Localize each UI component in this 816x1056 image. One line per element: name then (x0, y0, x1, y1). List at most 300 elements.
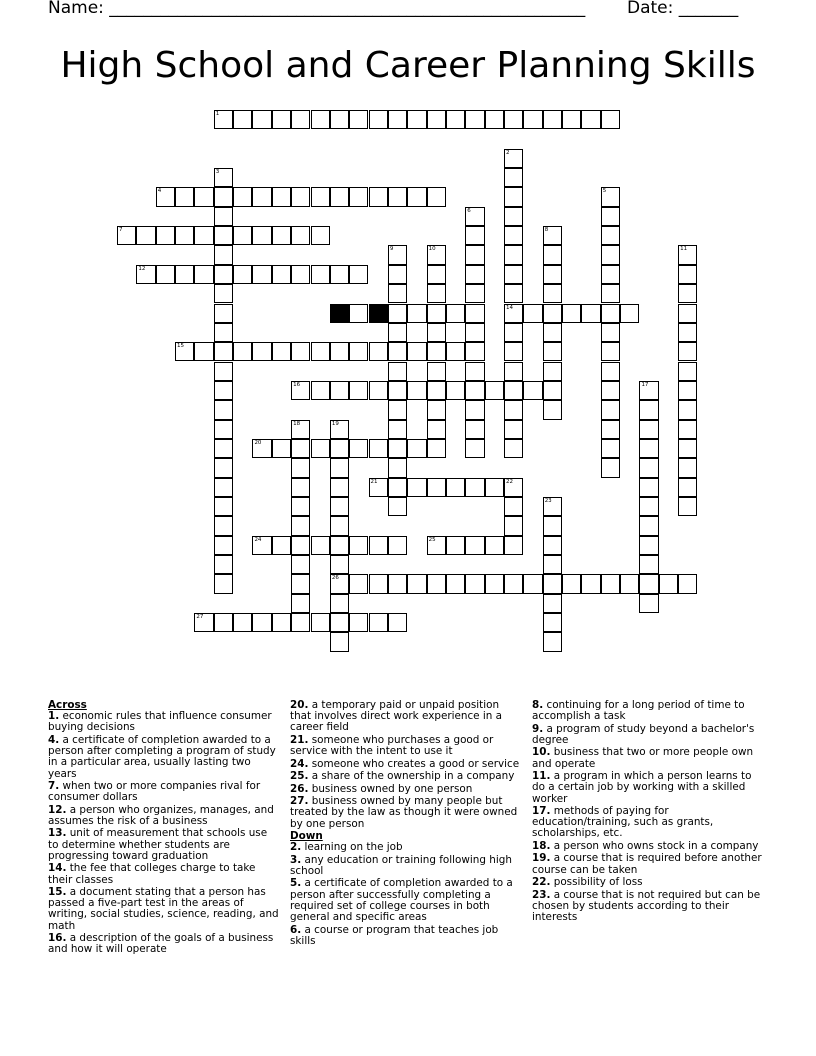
grid-cell[interactable] (543, 323, 562, 342)
grid-cell[interactable] (349, 304, 368, 323)
grid-cell[interactable] (427, 304, 446, 323)
grid-cell[interactable] (291, 381, 310, 400)
grid-cell[interactable] (214, 342, 233, 361)
grid-cell[interactable] (330, 439, 349, 458)
grid-cell[interactable] (291, 594, 310, 613)
grid-cell[interactable] (388, 497, 407, 516)
grid-cell[interactable] (214, 362, 233, 381)
grid-cell[interactable] (465, 536, 484, 555)
grid-cell[interactable] (388, 323, 407, 342)
grid-cell[interactable] (427, 439, 446, 458)
grid-cell[interactable] (485, 478, 504, 497)
grid-cell[interactable] (639, 381, 658, 400)
grid-cell[interactable] (504, 284, 523, 303)
grid-cell[interactable] (678, 245, 697, 264)
grid-cell[interactable] (504, 381, 523, 400)
grid-cell[interactable] (369, 187, 388, 206)
grid-cell[interactable] (427, 574, 446, 593)
grid-cell[interactable] (291, 342, 310, 361)
grid-cell[interactable] (465, 110, 484, 129)
grid-cell[interactable] (330, 574, 349, 593)
grid-cell[interactable] (659, 574, 678, 593)
grid-cell[interactable] (272, 613, 291, 632)
grid-cell[interactable] (330, 458, 349, 477)
grid-cell[interactable] (388, 420, 407, 439)
grid-cell[interactable] (407, 574, 426, 593)
grid-cell[interactable] (678, 574, 697, 593)
grid-cell[interactable] (330, 110, 349, 129)
grid-cell[interactable] (407, 478, 426, 497)
grid-cell[interactable] (388, 284, 407, 303)
grid-cell[interactable] (388, 458, 407, 477)
grid-cell[interactable] (330, 613, 349, 632)
grid-cell[interactable] (543, 265, 562, 284)
grid-cell[interactable] (330, 555, 349, 574)
grid-cell[interactable] (252, 226, 271, 245)
grid-cell[interactable] (504, 168, 523, 187)
grid-cell[interactable] (601, 284, 620, 303)
grid-cell[interactable] (214, 478, 233, 497)
grid-cell[interactable] (543, 613, 562, 632)
grid-cell[interactable] (175, 342, 194, 361)
grid-cell[interactable] (349, 439, 368, 458)
grid-cell[interactable] (504, 516, 523, 535)
grid-cell[interactable] (349, 110, 368, 129)
grid-cell[interactable] (214, 574, 233, 593)
grid-cell[interactable] (446, 342, 465, 361)
grid-cell[interactable] (194, 613, 213, 632)
grid-cell[interactable] (446, 536, 465, 555)
grid-cell[interactable] (330, 187, 349, 206)
grid-cell[interactable] (407, 187, 426, 206)
grid-cell[interactable] (291, 516, 310, 535)
grid-cell[interactable] (581, 574, 600, 593)
grid-cell[interactable] (369, 613, 388, 632)
grid-cell[interactable] (330, 536, 349, 555)
grid-cell[interactable] (678, 323, 697, 342)
date-field[interactable]: Date: _______ (627, 0, 739, 18)
grid-cell[interactable] (388, 187, 407, 206)
grid-cell[interactable] (407, 439, 426, 458)
grid-cell[interactable] (194, 226, 213, 245)
grid-cell[interactable] (311, 381, 330, 400)
grid-cell[interactable] (330, 516, 349, 535)
grid-cell[interactable] (485, 110, 504, 129)
grid-cell[interactable] (291, 187, 310, 206)
down-clue: 11. a program in which a person learns to do a certain job by working with a skilled worker (532, 770, 752, 805)
grid-cell[interactable] (446, 110, 465, 129)
grid-cell[interactable] (233, 265, 252, 284)
grid-cell[interactable] (369, 478, 388, 497)
grid-cell[interactable] (349, 574, 368, 593)
grid-cell[interactable] (252, 110, 271, 129)
grid-cell[interactable] (504, 245, 523, 264)
grid-cell[interactable] (252, 342, 271, 361)
grid-cell[interactable] (427, 245, 446, 264)
grid-cell[interactable] (427, 342, 446, 361)
grid-cell[interactable] (349, 536, 368, 555)
grid-cell[interactable] (214, 516, 233, 535)
grid-cell[interactable] (388, 439, 407, 458)
grid-cell[interactable] (639, 555, 658, 574)
grid-cell[interactable] (427, 362, 446, 381)
grid-cell[interactable] (214, 381, 233, 400)
grid-cell[interactable] (349, 381, 368, 400)
grid-cell[interactable] (214, 207, 233, 226)
grid-cell[interactable] (291, 555, 310, 574)
grid-cell[interactable] (465, 304, 484, 323)
grid-cell[interactable] (427, 381, 446, 400)
grid-cell[interactable] (214, 284, 233, 303)
grid-cell[interactable] (543, 400, 562, 419)
grid-cell[interactable] (214, 613, 233, 632)
grid-cell[interactable] (523, 381, 542, 400)
grid-cell[interactable] (562, 110, 581, 129)
grid-cell[interactable] (504, 478, 523, 497)
grid-cell[interactable] (272, 536, 291, 555)
grid-cell[interactable] (272, 226, 291, 245)
grid-cell[interactable] (678, 497, 697, 516)
grid-cell[interactable] (214, 323, 233, 342)
grid-cell[interactable] (581, 304, 600, 323)
grid-cell[interactable] (175, 226, 194, 245)
grid-cell[interactable] (639, 516, 658, 535)
grid-cell[interactable] (407, 381, 426, 400)
grid-cell[interactable] (388, 110, 407, 129)
grid-cell[interactable] (272, 110, 291, 129)
grid-cell[interactable] (465, 400, 484, 419)
grid-cell[interactable] (427, 187, 446, 206)
grid-cell[interactable] (427, 323, 446, 342)
grid-cell[interactable] (214, 110, 233, 129)
grid-cell[interactable] (465, 420, 484, 439)
grid-cell[interactable] (601, 304, 620, 323)
grid-cell[interactable] (465, 265, 484, 284)
grid-cell[interactable] (311, 342, 330, 361)
grid-cell[interactable] (407, 342, 426, 361)
grid-cell[interactable] (349, 265, 368, 284)
grid-cell[interactable] (407, 304, 426, 323)
grid-cell[interactable] (233, 110, 252, 129)
grid-cell[interactable] (504, 536, 523, 555)
grid-cell[interactable] (465, 574, 484, 593)
grid-cell[interactable] (252, 439, 271, 458)
grid-cell[interactable] (214, 168, 233, 187)
clue-column-2 (290, 700, 522, 948)
grid-cell[interactable] (543, 594, 562, 613)
grid-cell[interactable] (194, 187, 213, 206)
grid-cell[interactable] (465, 245, 484, 264)
grid-cell[interactable] (543, 516, 562, 535)
grid-cell[interactable] (407, 110, 426, 129)
grid-cell[interactable] (427, 110, 446, 129)
grid-cell[interactable] (639, 497, 658, 516)
grid-cell[interactable] (291, 613, 310, 632)
grid-cell[interactable] (311, 187, 330, 206)
grid-cell[interactable] (388, 381, 407, 400)
grid-cell[interactable] (504, 323, 523, 342)
grid-cell[interactable] (601, 420, 620, 439)
grid-cell[interactable] (601, 110, 620, 129)
grid-cell[interactable] (504, 265, 523, 284)
grid-cell[interactable] (601, 245, 620, 264)
grid-cell[interactable] (388, 574, 407, 593)
grid-cell[interactable] (601, 574, 620, 593)
grid-cell[interactable] (214, 439, 233, 458)
grid-cell[interactable] (639, 536, 658, 555)
grid-cell[interactable] (291, 574, 310, 593)
grid-cell[interactable] (330, 632, 349, 651)
grid-cell[interactable] (639, 400, 658, 419)
grid-cell[interactable] (523, 110, 542, 129)
grid-cell[interactable] (427, 420, 446, 439)
grid-cell[interactable] (291, 110, 310, 129)
grid-cell[interactable] (311, 265, 330, 284)
grid-cell[interactable] (214, 304, 233, 323)
grid-cell[interactable] (543, 304, 562, 323)
grid-cell[interactable] (562, 304, 581, 323)
grid-cell[interactable] (601, 342, 620, 361)
grid-cell[interactable] (136, 226, 155, 245)
grid-cell[interactable] (543, 342, 562, 361)
grid-cell[interactable] (601, 265, 620, 284)
grid-cell[interactable] (214, 458, 233, 477)
grid-cell[interactable] (601, 207, 620, 226)
grid-cell[interactable] (117, 226, 136, 245)
grid-cell[interactable] (194, 265, 213, 284)
grid-cell[interactable] (504, 149, 523, 168)
grid-cell[interactable] (465, 226, 484, 245)
grid-cell[interactable] (485, 574, 504, 593)
grid-cell[interactable] (543, 381, 562, 400)
grid-cell[interactable] (233, 613, 252, 632)
name-field[interactable]: Name: ________________________________________________________ (48, 0, 586, 18)
grid-cell[interactable] (330, 265, 349, 284)
grid-cell[interactable] (465, 439, 484, 458)
grid-cell[interactable] (272, 265, 291, 284)
grid-cell[interactable] (465, 342, 484, 361)
grid-cell[interactable] (678, 304, 697, 323)
grid-cell[interactable] (427, 265, 446, 284)
grid-cell[interactable] (214, 226, 233, 245)
grid-cell[interactable] (601, 226, 620, 245)
grid-cell[interactable] (678, 362, 697, 381)
grid-cell[interactable] (465, 323, 484, 342)
grid-cell[interactable] (543, 110, 562, 129)
grid-cell[interactable] (504, 420, 523, 439)
grid-cell[interactable] (388, 342, 407, 361)
grid-cell[interactable] (504, 110, 523, 129)
grid-cell[interactable] (349, 613, 368, 632)
grid-cell[interactable] (330, 478, 349, 497)
grid-cell[interactable] (369, 342, 388, 361)
grid-cell[interactable] (523, 574, 542, 593)
grid-cell[interactable] (291, 265, 310, 284)
grid-cell[interactable] (214, 536, 233, 555)
grid-cell[interactable] (446, 304, 465, 323)
grid-cell[interactable] (504, 226, 523, 245)
grid-cell[interactable] (214, 555, 233, 574)
grid-cell[interactable] (349, 342, 368, 361)
grid-cell[interactable] (639, 574, 658, 593)
grid-cell[interactable] (601, 400, 620, 419)
grid-cell[interactable] (214, 400, 233, 419)
grid-cell[interactable] (601, 187, 620, 206)
grid-cell[interactable] (504, 342, 523, 361)
grid-cell[interactable] (291, 536, 310, 555)
grid-cell[interactable] (214, 420, 233, 439)
grid-cell[interactable] (465, 478, 484, 497)
grid-cell[interactable] (311, 536, 330, 555)
grid-cell[interactable] (156, 187, 175, 206)
grid-cell[interactable] (504, 439, 523, 458)
grid-cell[interactable] (601, 439, 620, 458)
grid-cell[interactable] (465, 362, 484, 381)
grid-cell[interactable] (620, 574, 639, 593)
grid-cell[interactable] (620, 304, 639, 323)
grid-cell[interactable] (678, 284, 697, 303)
grid-cell[interactable] (330, 381, 349, 400)
grid-cell[interactable] (639, 439, 658, 458)
grid-cell[interactable] (465, 381, 484, 400)
grid-cell[interactable] (523, 304, 542, 323)
grid-cell[interactable] (543, 362, 562, 381)
grid-cell[interactable] (678, 478, 697, 497)
grid-cell[interactable] (678, 400, 697, 419)
grid-cell[interactable] (194, 342, 213, 361)
grid-cell[interactable] (601, 458, 620, 477)
grid-cell[interactable] (504, 400, 523, 419)
grid-cell[interactable] (427, 536, 446, 555)
grid-cell[interactable] (175, 187, 194, 206)
grid-cell[interactable] (175, 265, 194, 284)
grid-cell[interactable] (291, 497, 310, 516)
grid-cell[interactable] (504, 574, 523, 593)
grid-cell[interactable] (427, 400, 446, 419)
grid-cell[interactable] (291, 226, 310, 245)
grid-cell[interactable] (639, 594, 658, 613)
grid-cell[interactable] (252, 613, 271, 632)
grid-cell[interactable] (311, 613, 330, 632)
grid-cell[interactable] (369, 574, 388, 593)
grid-cell[interactable] (252, 187, 271, 206)
grid-cell[interactable] (504, 187, 523, 206)
grid-cell[interactable] (233, 342, 252, 361)
grid-cell[interactable] (485, 381, 504, 400)
grid-cell[interactable] (214, 497, 233, 516)
grid-cell[interactable] (272, 439, 291, 458)
grid-cell[interactable] (330, 420, 349, 439)
grid-cell[interactable] (678, 439, 697, 458)
grid-cell[interactable] (504, 362, 523, 381)
grid-cell[interactable] (233, 187, 252, 206)
grid-cell[interactable] (678, 458, 697, 477)
grid-cell[interactable] (543, 497, 562, 516)
grid-cell[interactable] (311, 226, 330, 245)
grid-cell[interactable] (504, 304, 523, 323)
grid-cell[interactable] (369, 439, 388, 458)
grid-cell[interactable] (601, 362, 620, 381)
grid-cell[interactable] (601, 323, 620, 342)
grid-cell[interactable] (369, 110, 388, 129)
grid-cell[interactable] (639, 420, 658, 439)
grid-cell[interactable] (543, 555, 562, 574)
grid-cell[interactable] (136, 265, 155, 284)
grid-cell[interactable] (601, 381, 620, 400)
grid-cell[interactable] (543, 226, 562, 245)
grid-cell[interactable] (446, 574, 465, 593)
grid-cell[interactable] (388, 478, 407, 497)
grid-cell[interactable] (678, 342, 697, 361)
grid-cell[interactable] (504, 497, 523, 516)
grid-cell[interactable] (330, 594, 349, 613)
grid-cell[interactable] (388, 613, 407, 632)
grid-cell[interactable] (291, 439, 310, 458)
grid-cell[interactable] (581, 110, 600, 129)
grid-cell[interactable] (369, 381, 388, 400)
grid-cell[interactable] (272, 342, 291, 361)
grid-cell[interactable] (388, 362, 407, 381)
down-clue: 2. learning on the job (290, 841, 403, 854)
grid-cell[interactable] (291, 458, 310, 477)
grid-cell[interactable] (543, 284, 562, 303)
grid-cell[interactable] (369, 536, 388, 555)
grid-cell[interactable] (233, 226, 252, 245)
grid-cell[interactable] (543, 536, 562, 555)
grid-cell[interactable] (446, 478, 465, 497)
grid-cell[interactable] (214, 187, 233, 206)
grid-cell[interactable] (388, 536, 407, 555)
grid-cell[interactable] (272, 187, 291, 206)
grid-cell[interactable] (388, 304, 407, 323)
grid-cell[interactable] (465, 284, 484, 303)
grid-cell[interactable] (639, 458, 658, 477)
grid-cell[interactable] (543, 574, 562, 593)
grid-cell[interactable] (639, 478, 658, 497)
grid-cell[interactable] (388, 265, 407, 284)
grid-cell[interactable] (485, 536, 504, 555)
grid-cell[interactable] (252, 265, 271, 284)
down-clue: 3. any education or training following high school (290, 853, 512, 877)
grid-cell[interactable] (427, 284, 446, 303)
grid-cell[interactable] (311, 439, 330, 458)
down-clue: 8. continuing for a long period of time to accomplish a task (532, 699, 745, 723)
grid-cell[interactable] (214, 265, 233, 284)
grid-cell[interactable] (388, 245, 407, 264)
grid-cell[interactable] (349, 187, 368, 206)
grid-cell[interactable] (330, 497, 349, 516)
grid-cell[interactable] (214, 245, 233, 264)
grid-cell[interactable] (388, 400, 407, 419)
grid-cell[interactable] (446, 381, 465, 400)
grid-cell[interactable] (311, 110, 330, 129)
grid-cell[interactable] (562, 574, 581, 593)
grid-cell[interactable] (543, 632, 562, 651)
grid-cell[interactable] (427, 478, 446, 497)
grid-cell[interactable] (156, 226, 175, 245)
grid-cell[interactable] (330, 342, 349, 361)
grid-cell[interactable] (291, 478, 310, 497)
grid-cell[interactable] (678, 381, 697, 400)
grid-cell[interactable] (543, 245, 562, 264)
grid-cell[interactable] (678, 265, 697, 284)
grid-cell[interactable] (252, 536, 271, 555)
grid-cell[interactable] (678, 420, 697, 439)
grid-cell[interactable] (156, 265, 175, 284)
grid-cell[interactable] (291, 420, 310, 439)
grid-cell[interactable] (465, 207, 484, 226)
grid-cell[interactable] (504, 207, 523, 226)
